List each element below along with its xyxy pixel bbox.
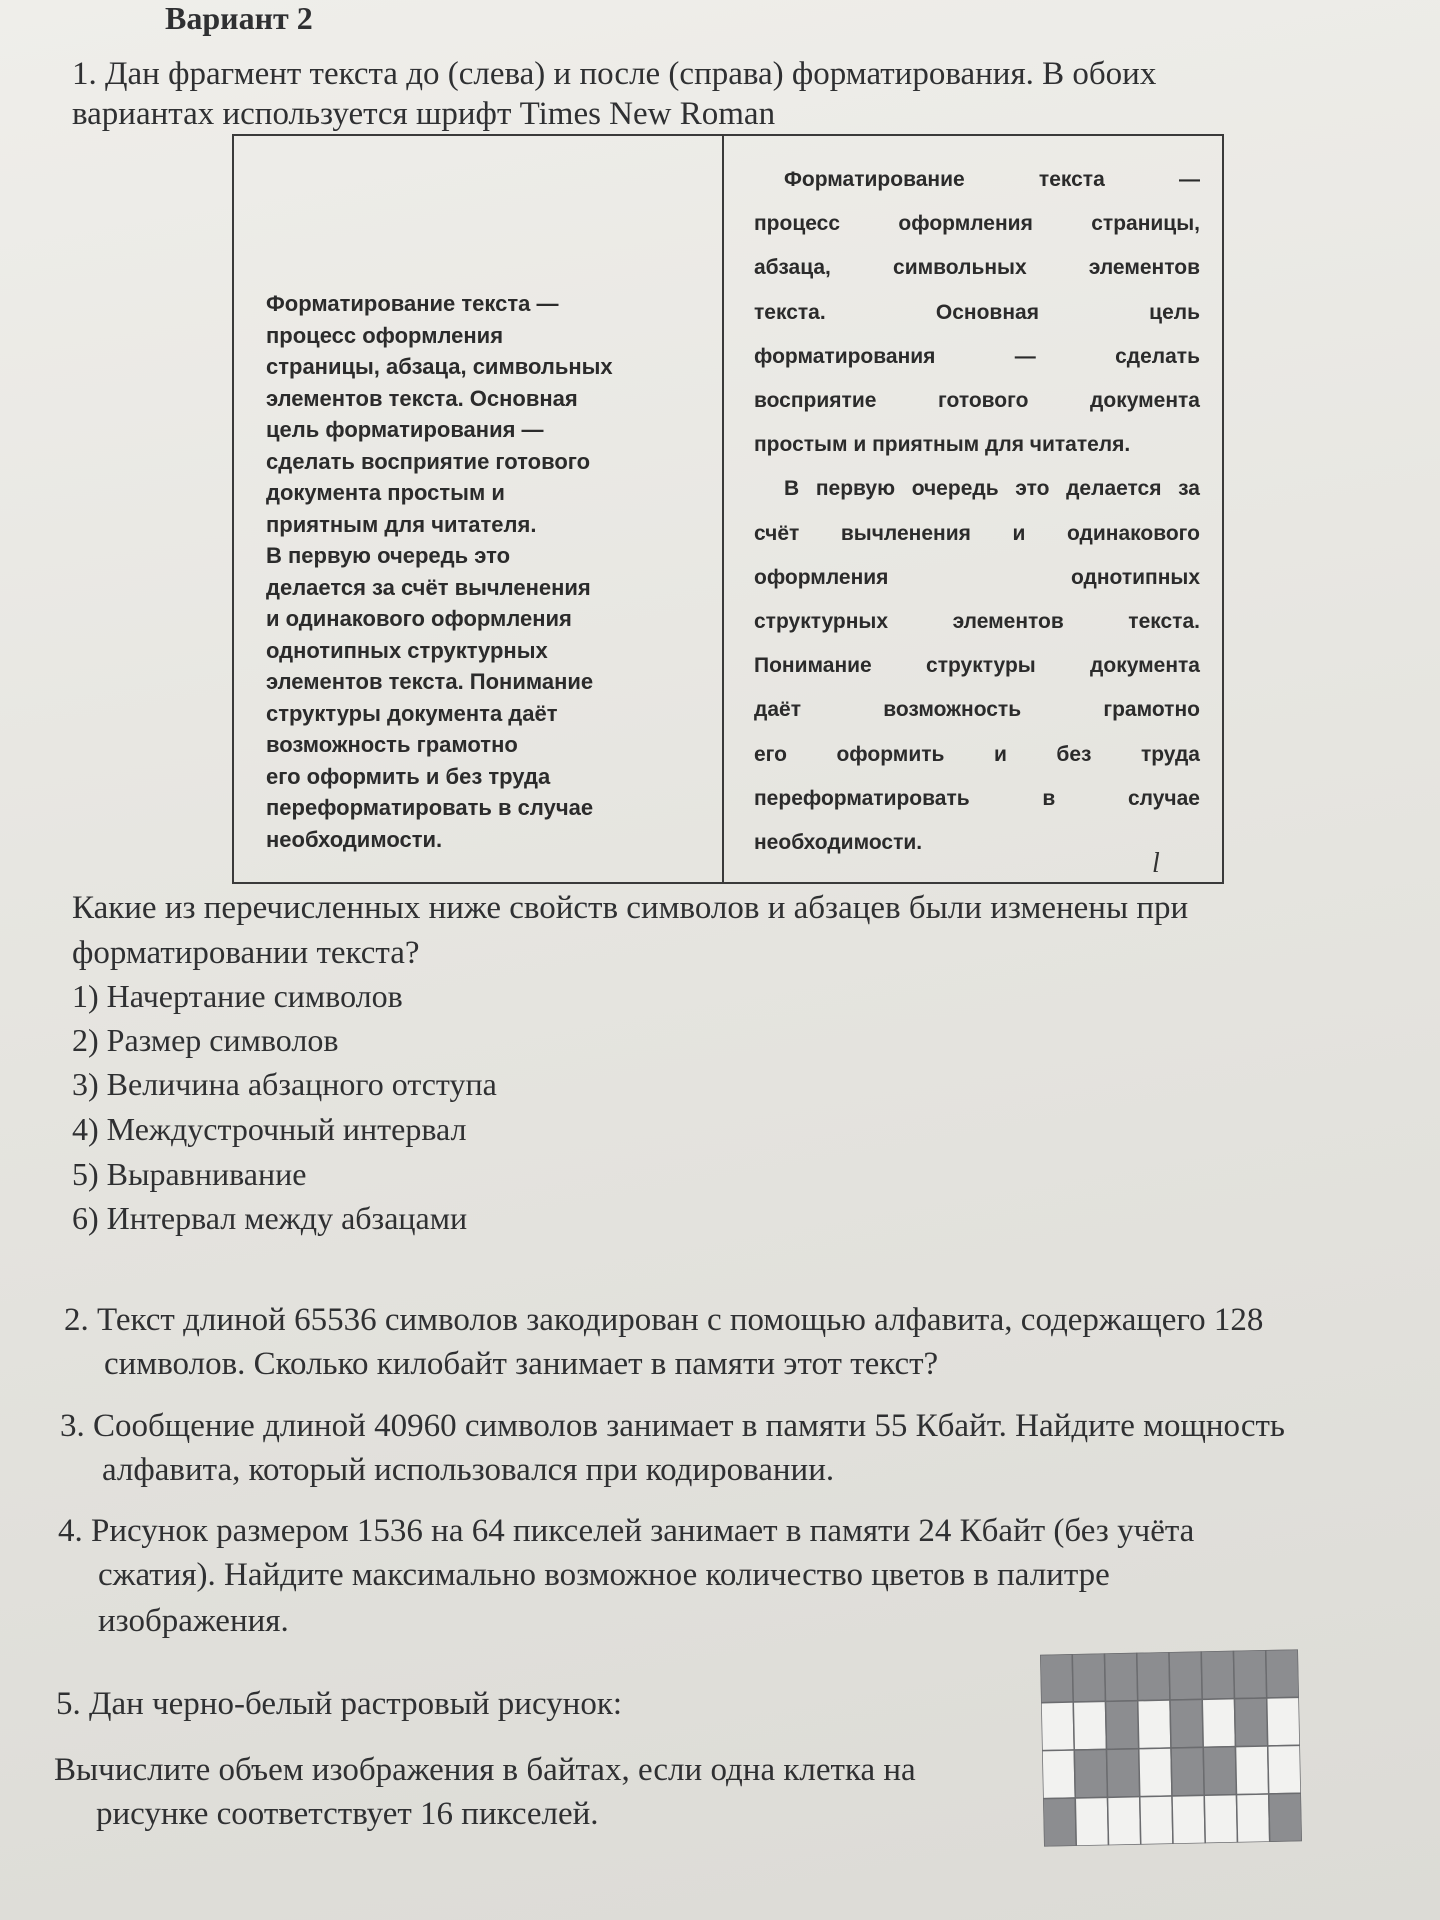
right-text-word: элементов [1088, 256, 1200, 280]
left-text-line: и одинакового оформления [266, 606, 572, 631]
right-text-word: однотипных [1070, 565, 1200, 589]
grid-cell [1075, 1797, 1108, 1846]
left-text-line: приятным для читателя. [266, 511, 537, 537]
right-text-line [754, 777, 1200, 821]
task3-line1: 3. Сообщение длиной 40960 символов занимает в памяти 55 Кбайт. Найдите мощность [60, 1408, 1285, 1444]
left-text-line: В первую очередь это [266, 543, 511, 568]
grid-cell [1137, 1652, 1170, 1701]
left-text-line: переформатировать в случае [266, 795, 594, 820]
right-text-word: и [993, 742, 1007, 766]
grid-cell [1105, 1653, 1138, 1702]
left-text-line: однотипных структурных [266, 637, 548, 663]
grid-cell [1266, 1649, 1299, 1698]
grid-cell [1171, 1747, 1204, 1796]
grid-cell [1202, 1699, 1235, 1748]
right-text-word: необходимости. [754, 831, 923, 855]
right-text-word: оформления [898, 212, 1033, 236]
right-text-word: за [1178, 477, 1200, 501]
grid-cell [1040, 1654, 1073, 1703]
left-text-line: структуры документа даёт [266, 700, 558, 726]
right-text-word: в [1042, 786, 1056, 810]
variant-title: Вариант 2 [165, 0, 313, 36]
task1-intro-line1: 1. Дан фрагмент текста до (слева) и после (справа) форматирования. В обоих [72, 56, 1157, 92]
right-text-word: сделать [1115, 344, 1200, 368]
right-text-word: без [1056, 742, 1092, 766]
task1-intro-line2: вариантах используется шрифт Times New Roman [72, 96, 776, 132]
right-text-word: текста. [1128, 610, 1200, 634]
right-text-word: оформления [754, 565, 889, 589]
option-6: 6) Интервал между абзацами [72, 1200, 468, 1236]
right-text-word: случае [1128, 786, 1200, 810]
right-text-word: текста. [754, 300, 826, 324]
grid-cell [1203, 1747, 1236, 1796]
grid-cell [1204, 1795, 1237, 1844]
right-text-word: абзаца, [754, 256, 831, 280]
grid-cell [1169, 1651, 1202, 1700]
grid-cell [1074, 1749, 1107, 1798]
right-text-word: переформатировать [754, 786, 970, 810]
grid-cell [1201, 1651, 1234, 1700]
left-text-line: цель форматирования — [266, 417, 544, 442]
table-column-divider [722, 136, 724, 882]
grid-cell [1041, 1702, 1074, 1751]
right-text-word: простым и приятным для читателя. [754, 433, 1131, 457]
left-text-line: его оформить и без труда [266, 763, 551, 789]
left-text-line: страницы, абзаца, символьных [266, 354, 613, 379]
right-text-word: документа [1090, 389, 1200, 413]
right-text-word: — [1179, 168, 1200, 191]
grid-cell [1042, 1750, 1075, 1799]
right-text-line [754, 246, 1200, 290]
right-text-line [754, 644, 1200, 688]
option-4: 4) Междустрочный интервал [72, 1111, 467, 1147]
right-text-word: восприятие [754, 389, 877, 413]
grid-cell [1043, 1798, 1076, 1847]
left-text-line: возможность грамотно [266, 732, 518, 757]
right-text-line [754, 821, 1200, 865]
option-3: 3) Величина абзацного отступа [72, 1066, 497, 1102]
grid-cell [1269, 1793, 1302, 1842]
right-text-word: его [754, 742, 787, 766]
left-text-line: процесс оформления [266, 322, 504, 348]
left-text-line: документа простым и [266, 480, 505, 505]
right-text-line [754, 379, 1200, 423]
option-2: 2) Размер символов [72, 1022, 339, 1058]
left-text-line: элементов текста. Понимание [266, 669, 594, 694]
task4-line1: 4. Рисунок размером 1536 на 64 пикселей занимает в памяти 24 Кбайт (без учёта [58, 1513, 1195, 1549]
grid-cell [1235, 1746, 1268, 1795]
right-text-line [754, 600, 1200, 644]
task2-line2: символов. Сколько килобайт занимает в памяти этот текст? [104, 1346, 939, 1382]
handwritten-mark: l [1152, 848, 1160, 879]
right-text-word: оформить [836, 742, 945, 766]
task5-line1: 5. Дан черно-белый растровый рисунок: [56, 1686, 623, 1722]
right-text-word: Понимание [754, 654, 872, 678]
right-text-word: символьных [893, 256, 1027, 280]
right-text-line [754, 291, 1200, 335]
grid-cell [1138, 1700, 1171, 1749]
right-text-word: В [784, 477, 800, 501]
right-text-word: готового [938, 389, 1029, 413]
right-text-word: страницы, [1091, 212, 1200, 236]
right-text-word: элементов [952, 610, 1064, 634]
task1-question-line2: форматировании текста? [72, 935, 420, 971]
right-text-word: первую [815, 477, 896, 501]
right-text-line [754, 423, 1200, 467]
right-text-word: возможность [883, 698, 1022, 722]
text-before-formatting [266, 288, 686, 855]
grid-cell [1072, 1653, 1105, 1702]
right-text-line [754, 688, 1200, 732]
right-text-word: счёт [754, 521, 800, 545]
grid-cell [1268, 1745, 1301, 1794]
right-text-word: Основная [935, 300, 1039, 324]
right-text-line [754, 467, 1200, 511]
right-text-word: даёт [754, 698, 801, 722]
right-text-word: цель [1149, 300, 1200, 324]
left-text-line: Форматирование текста — [266, 291, 559, 316]
grid-cell [1140, 1796, 1173, 1845]
grid-cell [1236, 1794, 1269, 1843]
right-text-word: структуры [926, 654, 1036, 678]
grid-cell [1170, 1699, 1203, 1748]
formatting-comparison-table [232, 134, 1224, 884]
right-text-line [754, 556, 1200, 600]
right-text-word: вычленения [840, 521, 971, 545]
right-text-word: одинакового [1067, 521, 1200, 545]
right-text-line [754, 202, 1200, 246]
task3-line2: алфавита, который использовался при кодировании. [102, 1452, 835, 1488]
right-text-line [754, 512, 1200, 556]
grid-cell [1172, 1795, 1205, 1844]
text-after-formatting [754, 158, 1200, 865]
left-text-line: сделать восприятие готового [266, 448, 591, 474]
right-text-line [754, 158, 1200, 202]
right-text-word: делается [1066, 477, 1162, 501]
right-text-word: процесс [754, 212, 841, 236]
task4-line3: изображения. [98, 1603, 289, 1639]
right-text-line [754, 335, 1200, 379]
grid-cell [1267, 1697, 1300, 1746]
right-text-word: структурных [754, 610, 889, 634]
left-text-line: необходимости. [266, 826, 443, 852]
right-text-word: форматирования [754, 344, 936, 368]
right-text-word: документа [1090, 654, 1200, 678]
right-text-word: очередь [911, 477, 999, 501]
right-text-word: грамотно [1103, 698, 1200, 722]
right-text-word: Форматирование [784, 168, 965, 191]
grid-cell [1139, 1748, 1172, 1797]
grid-cell [1234, 1698, 1267, 1747]
task2-line1: 2. Текст длиной 65536 символов закодирован с помощью алфавита, содержащего 128 [64, 1302, 1264, 1338]
task4-line2: сжатия). Найдите максимально возможное количество цветов в палитре [98, 1557, 1110, 1593]
right-text-line [754, 733, 1200, 777]
raster-picture-grid [1040, 1649, 1302, 1846]
option-5: 5) Выравнивание [72, 1156, 307, 1192]
grid-cell [1107, 1749, 1140, 1798]
task5-line2: Вычислите объем изображения в байтах, если одна клетка на [54, 1752, 916, 1788]
option-1: 1) Начертание символов [72, 978, 403, 1014]
left-text-line: элементов текста. Основная [266, 385, 578, 411]
right-text-word: — [1014, 344, 1036, 368]
grid-cell [1106, 1701, 1139, 1750]
grid-cell [1233, 1650, 1266, 1699]
right-text-word: текста [1038, 168, 1105, 191]
left-text-line: делается за счёт вычленения [266, 574, 591, 600]
grid-cell [1108, 1797, 1141, 1846]
right-text-word: и [1012, 521, 1026, 545]
right-text-word: труда [1140, 742, 1200, 766]
right-text-word: это [1015, 477, 1050, 501]
grid-cell [1073, 1701, 1106, 1750]
task1-question-line1: Какие из перечисленных ниже свойств символов и абзацев были изменены при [72, 890, 1189, 926]
task5-line3: рисунке соответствует 16 пикселей. [96, 1796, 599, 1832]
